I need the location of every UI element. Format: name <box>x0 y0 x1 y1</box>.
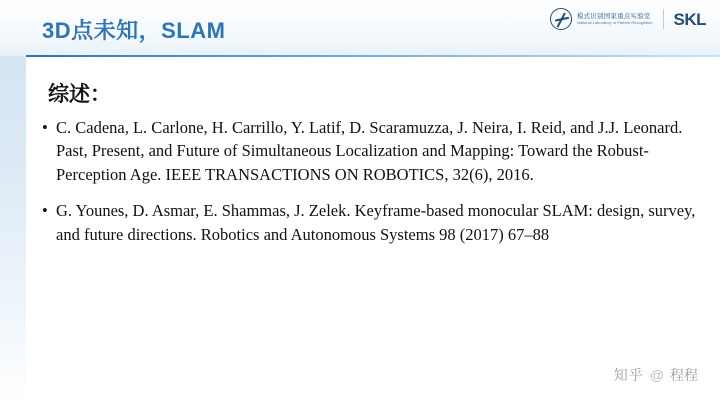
logo-divider <box>663 9 664 29</box>
reference-list <box>38 116 698 259</box>
left-gradient-band <box>0 0 26 403</box>
bullet-marker-icon: • <box>42 201 48 221</box>
watermark-separator: @ <box>649 367 664 383</box>
nlpr-logo <box>550 8 653 30</box>
list-item <box>38 116 698 186</box>
branding-logos <box>550 8 706 30</box>
zhihu-logo-text: 知乎 <box>613 367 644 383</box>
section-heading: 综述： <box>48 82 111 106</box>
list-item-text: C. Cadena, L. Carlone, H. Carrillo, Y. Latif, D. Scaramuzza, J. Neira, I. Reid, and J.J. Leonard. Past, Present, and Future of Simultaneous Localization and Mapping: Toward the Robust-Perception Age. IEEE TRANSACTIONS ON ROBOTICS, 32(6), 2016. <box>56 118 683 184</box>
list-item <box>38 199 698 246</box>
skl-logo-text: SKL <box>673 9 706 29</box>
lab-name-en: National Laboratory of Pattern Recognition <box>576 19 653 25</box>
page-title: 3D点未知，SLAM <box>42 18 226 43</box>
watermark-username: 程程 <box>670 367 698 383</box>
bullet-marker-icon: • <box>42 118 48 137</box>
nlpr-emblem-icon <box>550 8 572 30</box>
nlpr-logo-text <box>577 13 653 26</box>
list-item-text: G. Younes, D. Asmar, E. Shammas, J. Zelek. Keyframe-based monocular SLAM: design, survey, and future directions. Robotics and Autonomous Systems 98 (2017) 67–88 <box>56 201 696 244</box>
lab-name-cn: 模式识别国家重点实验室 <box>576 12 651 20</box>
slide-body <box>26 56 720 403</box>
watermark <box>614 365 698 385</box>
slide-header <box>0 0 720 56</box>
